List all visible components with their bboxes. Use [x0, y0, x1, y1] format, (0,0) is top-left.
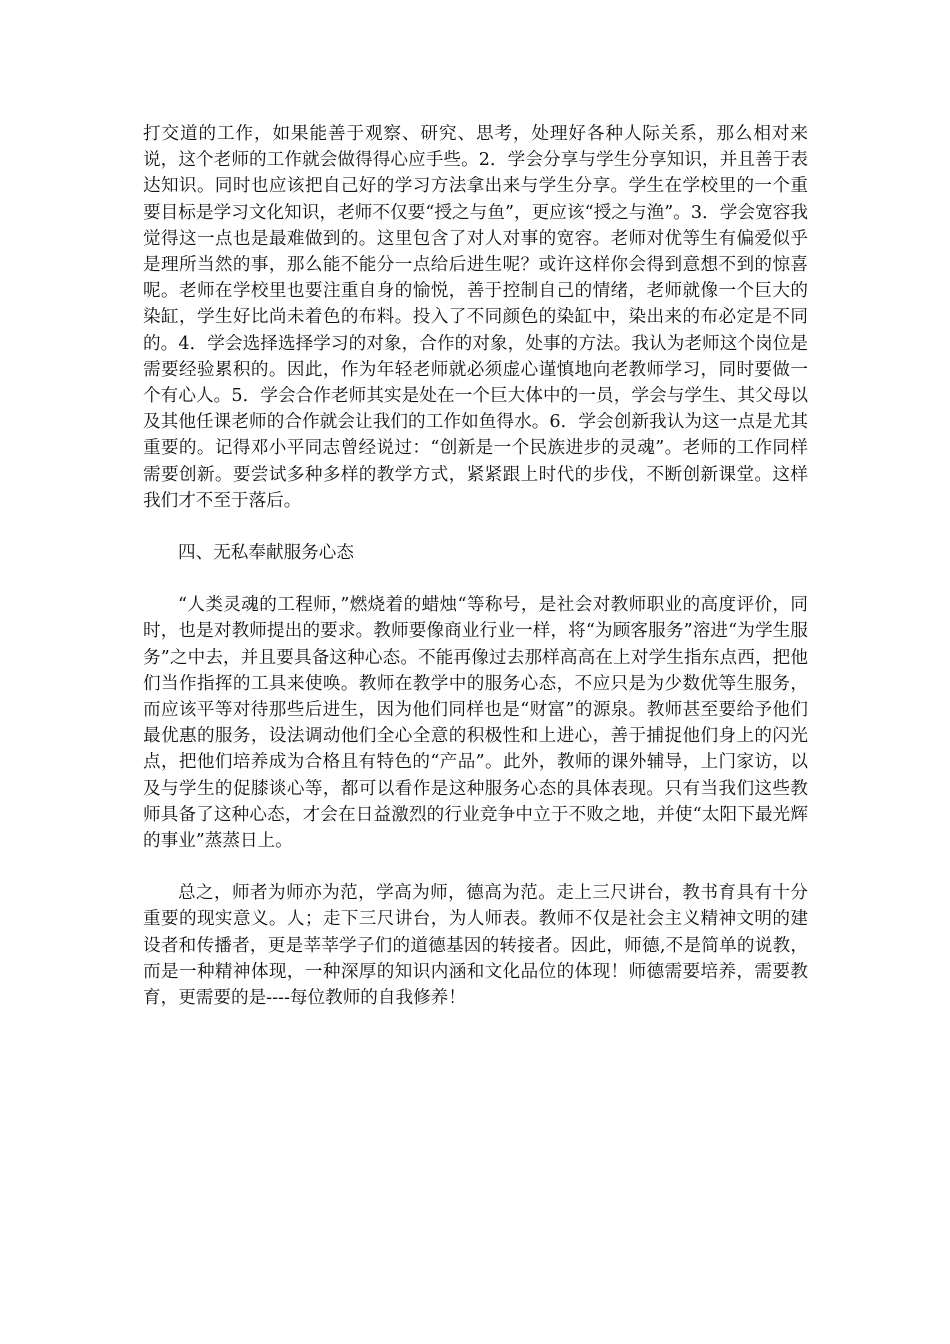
document-body: [143, 121, 808, 1011]
paragraph-spacer: [143, 514, 808, 540]
paragraph-conclusion: 总之，师者为师亦为范，学高为师，德高为范。走上三尺讲台，教书育具有十分重要的现实意义。人；走下三尺讲台，为人师表。教师不仅是社会主义精神文明的建设者和传播者，更是莘莘学子们的道德基因的转接者。因此，师德,不是简单的说教，而是一种精神体现，一种深厚的知识内涵和文化品位的体现！师德需要培养，需要教育，更需要的是----每位教师的自我修养！: [143, 883, 808, 1009]
section-heading-service-attitude: 四、无私奉献服务心态: [178, 543, 354, 564]
paragraph-spacer: [143, 566, 808, 592]
paragraph-teacher-skills: 打交道的工作，如果能善于观察、研究、思考，处理好各种人际关系，那么相对来说，这个老师的工作就会做得得心应手些。2．学会分享与学生分享知识，并且善于表达知识。同时也应该把自己好的学习方法拿出来与学生分享。学生在学校里的一个重要目标是学习文化知识，老师不仅要“授之与鱼”，更应该“授之与渔”。3．学会宽容我觉得这一点也是最难做到的。这里包含了对人对事的宽容。老师对优等生有偏爱似乎是理所当然的事，那么能不能分一点给后进生呢？或许这样你会得到意想不到的惊喜呢。老师在学校里也要注重自身的愉悦，善于控制自己的情绪，老师就像一个巨大的染缸，学生好比尚未着色的布料。投入了不同颜色的染缸中，染出来的布必定是不同的。4．学会选择选择学习的对象，合作的对象，处事的方法。我认为老师这个岗位是需要经验累积的。因此，作为年轻老师就必须虚心谨慎地向老教师学习，同时要做一个有心人。5．学会合作老师其实是处在一个巨大体中的一员，学会与学生、其父母以及其他任课老师的合作就会让我们的工作如鱼得水。6．学会创新我认为这一点是尤其重要的。记得邓小平同志曾经说过：“创新是一个民族进步的灵魂”。老师的工作同样需要创新。要尝试多种多样的教学方式，紧紧跟上时代的步伐，不断创新课堂。这样我们才不至于落后。: [143, 124, 808, 511]
paragraph-service-attitude: “人类灵魂的工程师，”燃烧着的蜡烛“等称号，是社会对教师职业的高度评价，同时，也是对教师提出的要求。教师要像商业行业一样，将“为顾客服务”溶进“为学生服务”之中去，并且要具备这种心态。不能再像过去那样高高在上对学生指东点西，把他们当作指挥的工具来使唤。教师在教学中的服务心态，不应只是为少数优等生服务，而应该平等对待那些后进生，因为他们同样也是“财富”的源泉。教师甚至要给予他们最优惠的服务，设法调动他们全心全意的积极性和上进心，善于捕捉他们身上的闪光点，把他们培养成为合格且有特色的“产品”。此外，教师的课外辅导，上门家访，以及与学生的促膝谈心等，都可以看作是这种服务心态的具体表现。只有当我们这些教师具备了这种心态，才会在日益激烈的行业竞争中立于不败之地，并使“太阳下最光辉的事业”蒸蒸日上。: [143, 595, 808, 852]
paragraph-spacer: [143, 854, 808, 880]
